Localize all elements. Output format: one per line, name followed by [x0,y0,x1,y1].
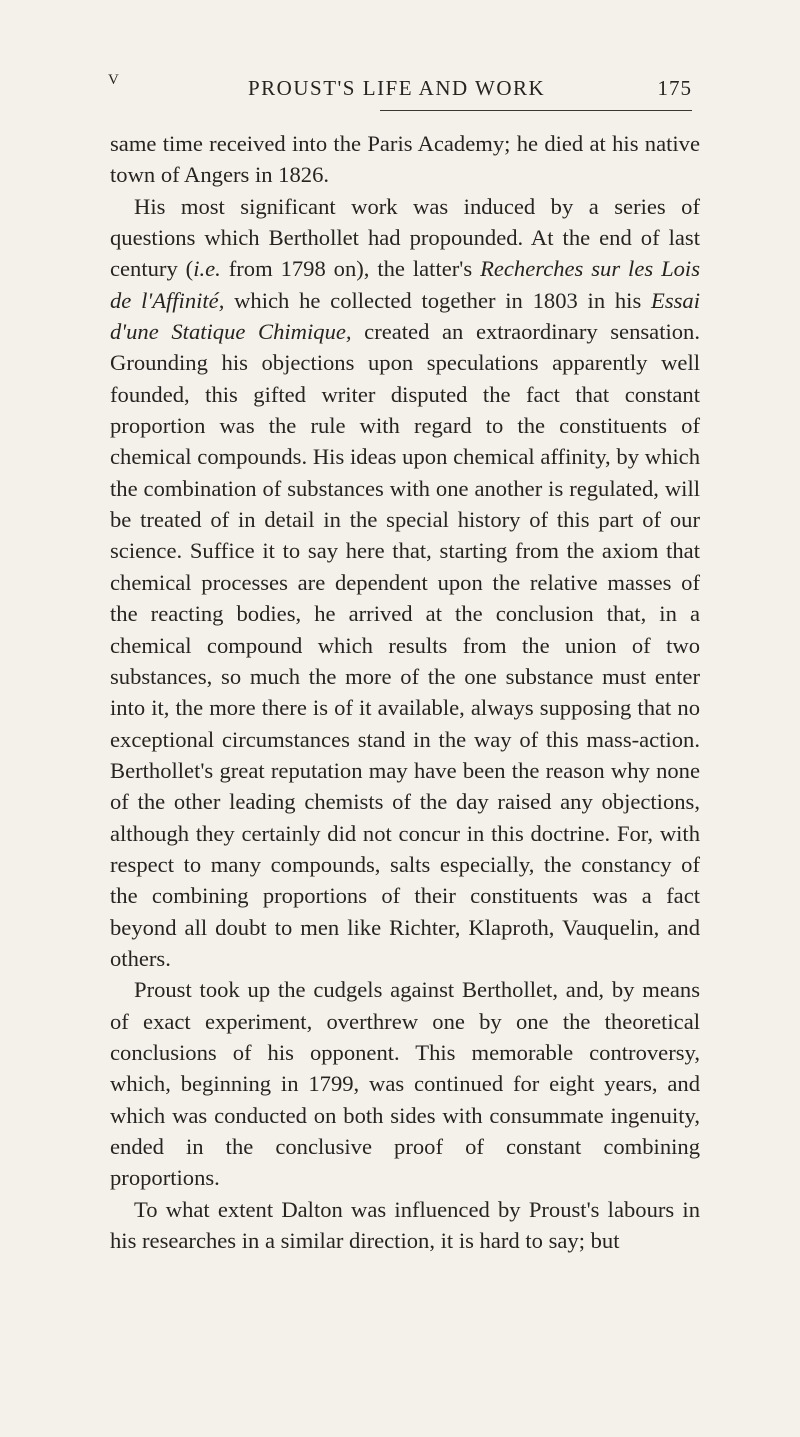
book-title-recherches: Recherches sur les Lois de l'Affinité, [110,256,701,313]
paragraph-2-text: which he collected together in 1803 in his [224,287,652,313]
paragraph-2-text: His most significant work was induced by a series of questions which Berthollet had propounded. At the end of last century ( [110,193,700,282]
running-head [108,72,692,102]
running-title: PROUST'S LIFE AND WORK [248,76,546,100]
paragraph-3 [110,974,700,1193]
paragraph-4 [110,1194,700,1257]
paragraph-4-text: To what extent Dalton was influenced by Proust's labours in his researches in a similar direction, it is hard to say; but [110,1196,700,1254]
page-number: 175 [657,76,692,100]
header-rule [380,110,692,111]
book-title-essai: Essai d'une Statique Chimique, [110,287,700,345]
paragraph-1-text: same time received into the Paris Academy; he died at his native town of Angers in 1826. [110,131,700,188]
italic-abbrev: i.e. [193,256,221,282]
paragraph-2-text: from 1798 on), the latter's [220,256,481,282]
paragraph-1 [110,128,700,191]
chapter-numeral: V [108,72,120,88]
paragraph-3-text: Proust took up the cudgels against Berthollet, and, by means of exact experiment, overthrew one by one the theoretical conclusions of his opponent. This memorable controversy, which, beginning in 1799, was continued for eight years, and which was conducted on both sides with consummate ingenuity, ended in the conclusive proof of constant combining proportions. [110,977,700,1191]
body-text [110,128,700,1256]
paragraph-2 [110,191,700,975]
paragraph-2-text: created an extraordinary sensation. Grounding his objections upon speculations apparently well founded, this gifted writer disputed the fact that constant proportion was the rule with regard to the constituents of chemical compounds. His ideas upon chemical affinity, by which the combination of substances with one another is regulated, will be treated of in detail in the special history of this part of our science. Suffice it to say here that, starting from the axiom that chemical processes are dependent upon the relative masses of the reacting bodies, he arrived at the conclusion that, in a chemical compound which results from the union of two substances, so much the more of the one substance must enter into it, the more there is of it available, always supposing that no exceptional circumstances stand in the way of this mass-action. Berthollet's great reputation may have been the reason why none of the other leading chemists of the day raised any objections, although they certainly did not concur in this doctrine. For, with respect to many compounds, salts especially, the constancy of the combining proportions of their constituents was a fact beyond all doubt to men like Richter, Klaproth, Vauquelin, and others. [110,319,700,971]
